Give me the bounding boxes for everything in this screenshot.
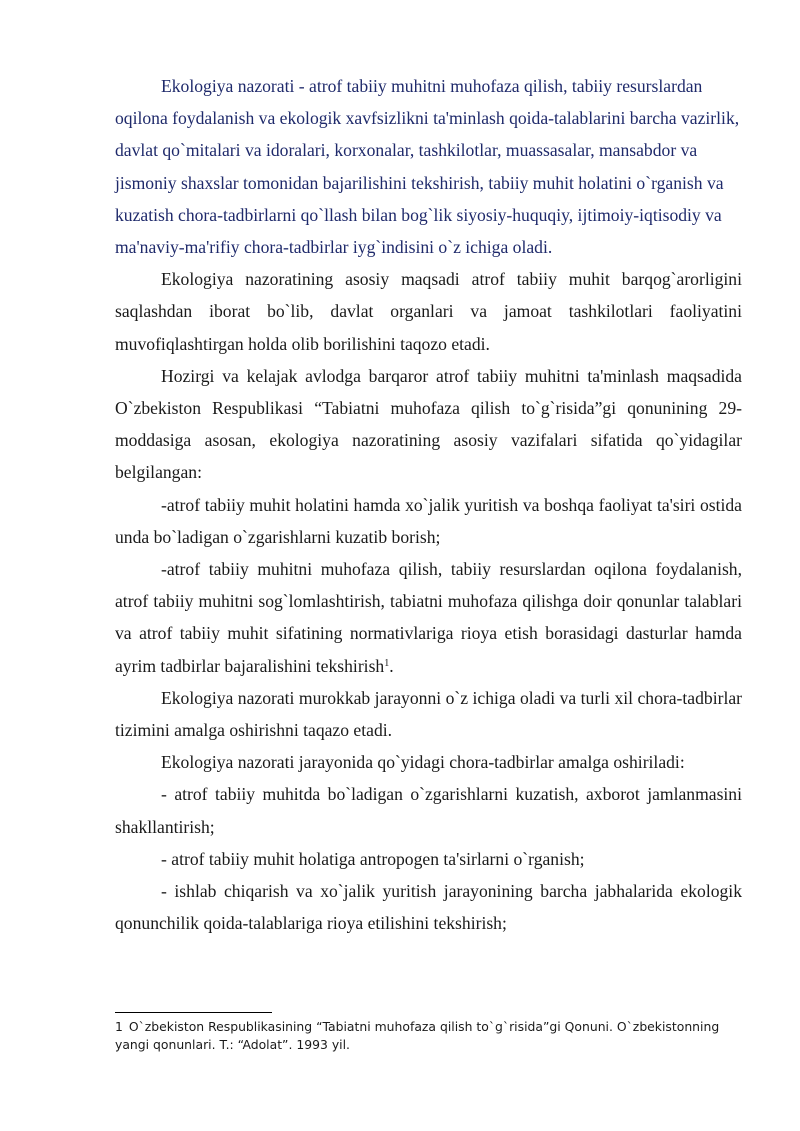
footnote-reference[interactable]: 1 (384, 657, 390, 669)
paragraph-law-basis: Hozirgi va kelajak avlodga barqaror atrof tabiiy muhitni ta'minlash maqsadida O`zbekiston Respublikasi “Tabiatni muhofaza qilish to`g`risida”gi qonunining 29-moddasiga asosan, ekologiya nazoratining asosiy vazifalari sifatida qo`yidagilar belgilangan: (115, 365, 742, 483)
footnote-divider (115, 1012, 272, 1013)
paragraph-complex-process: Ekologiya nazorati murokkab jarayonni o`z ichiga oladi va turli xil chora-tadbirlar tizimini amalga oshirishni taqazo etadi. (115, 687, 742, 741)
paragraph-measures-intro: Ekologiya nazorati jarayonida qo`yidagi chora-tadbirlar amalga oshiriladi: (161, 752, 685, 773)
list-item-inspection-end: . (389, 655, 394, 676)
footnote (115, 1018, 742, 1053)
list-item-inspection-text: -atrof tabiiy muhitni muhofaza qilish, tabiiy resurslardan oqilona foydalanish, atrof tabiiy muhitni sog`lomlashtirish, tabiatni muhofaza qilishga doir qonunlar talablari va atrof tabiiy muhit sifatining normativlariga rioya etish borasidagi dasturlar hamda ayrim tadbirlar bajaralishini tekshirish (115, 559, 742, 676)
paragraph-definition: Ekologiya nazorati - atrof tabiiy muhitni muhofaza qilish, tabiiy resurslardan oqilona foydalanish va ekologik xavfsizlikni ta'minlash qoida-talablarini barcha vazirlik, davlat qo`mitalari va idoralari, korxonalar, tashkilotlar, muassasalar, mansabdor va jismoniy shaxslar tomonidan bajarilishini tekshirish, tabiiy muhit holatini o`rganish va kuzatish chora-tadbirlarni qo`llash bilan bog`lik siyosiy-huquqiy, ijtimoiy-iqtisodiy va ma'naviy-ma'rifiy chora-tadbirlar iyg`indisini o`z ichiga oladi. (115, 76, 740, 258)
footnote-number: 1 (115, 1019, 123, 1034)
list-item-monitoring: -atrof tabiiy muhit holatini hamda xo`jalik yuritish va boshqa faoliyat ta'siri ostida unda bo`ladigan o`zgarishlarni kuzatib borish; (115, 494, 742, 547)
list-item-anthropogenic: - atrof tabiiy muhit holatiga antropogen ta'sirlarni o`rganish; (161, 848, 585, 869)
list-item-inspection (115, 553, 742, 682)
list-item-compliance: - ishlab chiqarish va xo`jalik yuritish jarayonining barcha jabhalarida ekologik qonunchilik qoida-talablariga rioya etilishini tekshirish; (115, 881, 742, 934)
list-item-observation: - atrof tabiiy muhitda bo`ladigan o`zgarishlarni kuzatish, axborot jamlanmasini shakllantirish; (115, 784, 742, 837)
paragraph-main-goal: Ekologiya nazoratining asosiy maqsadi atrof tabiiy muhit barqog`arorligini saqlashdan iborat bo`lib, davlat organlari va jamoat tashkilotlari faoliyatini muvofiqlashtirgan holda olib borilishini taqozo etadi. (115, 269, 742, 354)
footnote-text: O`zbekiston Respublikasining “Tabiatni muhofaza qilish to`g`risida”gi Qonuni. O`zbekistonning yangi qonunlari. T.: “Adolat”. 1993 yil. (115, 1019, 720, 1052)
body-text (115, 70, 742, 939)
